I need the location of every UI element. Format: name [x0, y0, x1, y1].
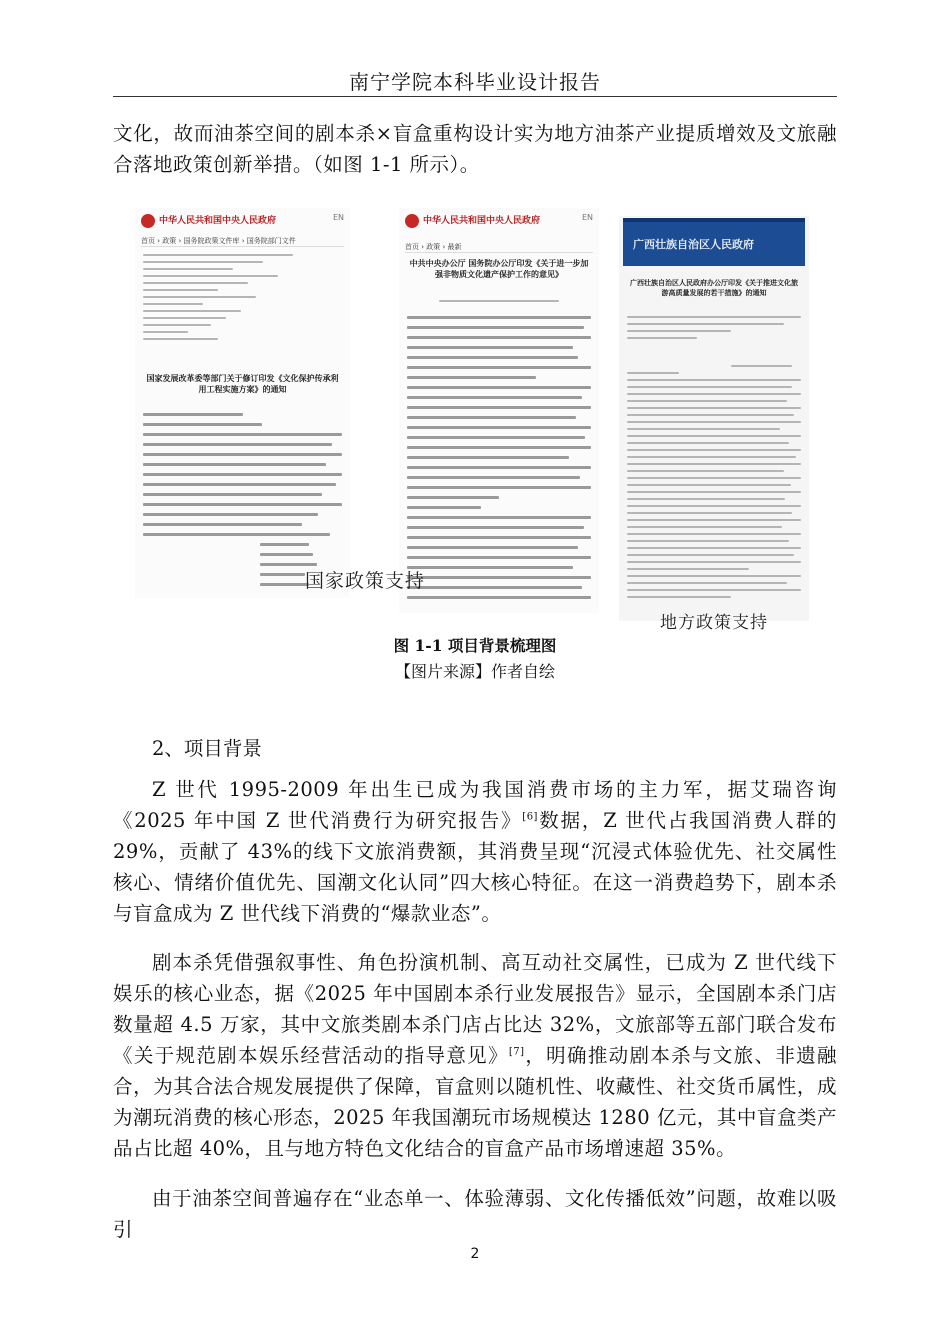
- paragraph-oil-tea-space: 由于油茶空间普遍存在“业态单一、体验薄弱、文化传播低效”问题，故难以吸引: [113, 1187, 837, 1241]
- figure-1-1: [135, 208, 815, 628]
- paragraph-text: 数据，Z 世代占我国消费人群的 29%，贡献了 43%的线下文旅消费额，其消费呈现“沉浸式体验优先、社交属性核心、情绪价值优先、国潮文化认同”四大核心特征。在这一消费趋势下，剧本杀与盲盒成为 Z 世代线下消费的“爆款业态”。: [113, 809, 838, 925]
- site-name: 中华人民共和国中央人民政府: [159, 216, 277, 226]
- site-name: 中华人民共和国中央人民政府: [423, 216, 541, 226]
- national-emblem-icon: [405, 214, 419, 228]
- national-policy-label: 国家政策支持: [305, 570, 426, 592]
- breadcrumb: 首页 › 政策 › 国务院政策文件库 › 国务院部门文件: [141, 237, 296, 245]
- site-en: EN: [581, 213, 593, 222]
- local-policy-label: 地方政策支持: [660, 613, 768, 633]
- document-title: 中共中央办公厅 国务院办公厅印发《关于进一步加强非物质文化遗产保护工作的意见》: [409, 259, 589, 279]
- text-block: [143, 254, 293, 345]
- paragraph-script-game: [113, 947, 837, 1164]
- intro-paragraph: 文化，故而油茶空间的剧本杀×盲盒重构设计实为地方油茶产业提质增效及文旅融合落地政策创新举措。（如图 1-1 所示）。: [113, 122, 837, 176]
- national-emblem-icon: [141, 214, 155, 228]
- national-policy-screenshot-2: [399, 208, 599, 613]
- document-title: 广西壮族自治区人民政府办公厅印发《关于推进文化旅游高质量发展的若干措施》的通知: [630, 279, 798, 297]
- figure-caption: 图 1-1 项目背景梳理图: [393, 636, 557, 655]
- section-heading: 2、项目背景: [152, 737, 262, 760]
- text-block: [407, 316, 591, 606]
- paragraph-text: ，明确推动剧本杀与文旅、非遗融合，为其合法合规发展提供了保障，盲盒则以随机性、收藏性、社交货币属性，成为潮玩消费的核心形态，2025 年我国潮玩市场规模达 1280 亿元，其中盲盒类产品占比超 40%，且与地方特色文化结合的盲盒产品市场增速超 35%。: [113, 1044, 837, 1160]
- paragraph-text: Z 世代 1995-2009 年出生已成为我国消费市场的主力军，据艾瑞咨询《2025 年中国 Z 世代消费行为研究报告》: [113, 778, 837, 832]
- paragraph-text: 剧本杀凭借强叙事性、角色扮演机制、高互动社交属性，已成为 Z 世代线下娱乐的核心业态，据《2025 年中国剧本杀行业发展报告》显示，全国剧本杀门店数量超 4.5 万家，其中文旅类剧本杀门店占比达 32%，文旅部等五部门联合发布《关于规范剧本娱乐经营活动的指导意见》: [113, 951, 837, 1067]
- figure-source: 【图片来源】作者自绘: [394, 662, 555, 681]
- citation-ref: [7]: [508, 1046, 525, 1058]
- site-banner: [623, 222, 805, 266]
- banner-title: 广西壮族自治区人民政府: [633, 238, 754, 251]
- date-line: [439, 300, 559, 307]
- local-policy-screenshot: [619, 216, 809, 621]
- header-rule: [113, 96, 837, 97]
- document-title: 国家发展改革委等部门关于修订印发《文化保护传承利用工程实施方案》的通知: [146, 374, 339, 394]
- text-block: [627, 316, 801, 603]
- paragraph-gen-z: [113, 774, 837, 929]
- page-header: 南宁学院本科毕业设计报告: [349, 70, 601, 94]
- national-policy-screenshot-1: [135, 208, 350, 598]
- divider: [141, 246, 344, 247]
- citation-ref: [6]: [522, 811, 538, 823]
- site-en: EN: [332, 213, 344, 222]
- breadcrumb: 首页 › 政策 › 最新: [405, 243, 462, 251]
- text-block: [143, 413, 342, 543]
- page-number: 2: [470, 1246, 480, 1262]
- divider: [405, 252, 593, 253]
